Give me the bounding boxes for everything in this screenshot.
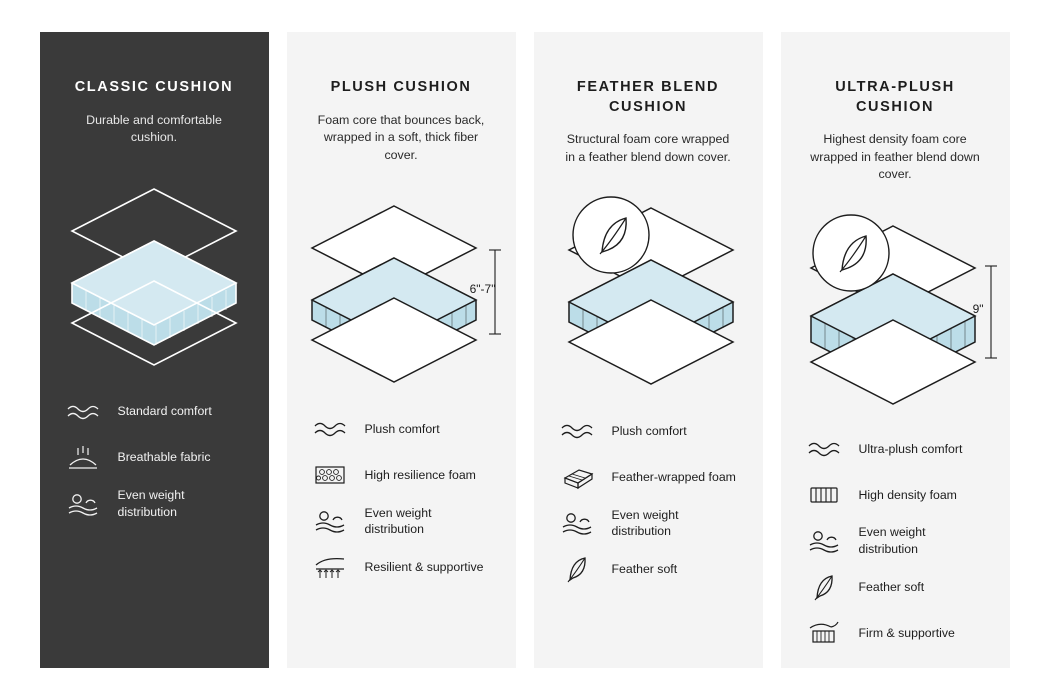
- cushion-layers-illustration: [309, 188, 494, 398]
- card-title: CLASSIC CUSHION: [74, 79, 234, 95]
- feature-label: Feather soft: [611, 562, 678, 577]
- feature-item: [309, 550, 494, 584]
- dimension-label: 6"-7": [469, 282, 496, 297]
- feature-item: [803, 524, 988, 558]
- resilient-supportive-icon: [309, 552, 351, 582]
- card-description: Highest density foam core wrapped in feather blend down cover.: [810, 132, 980, 182]
- feature-item: [803, 570, 988, 604]
- feature-item: [803, 478, 988, 512]
- wave-comfort-icon: [62, 397, 104, 427]
- card-description: Structural foam core wrapped in a feather blend down cover.: [565, 132, 731, 164]
- feature-label: Breathable fabric: [117, 450, 211, 465]
- feature-item: [62, 395, 247, 429]
- even-weight-distribution-icon: [62, 489, 104, 519]
- product-card-plush-cushion: [287, 32, 516, 668]
- feature-label: Plush comfort: [611, 424, 687, 439]
- feature-label: Feather-wrapped foam: [611, 470, 736, 485]
- breathable-fabric-icon: [62, 443, 104, 473]
- feature-list: [556, 414, 741, 586]
- card-description: Foam core that bounces back, wrapped in a soft, thick fiber cover.: [317, 112, 485, 162]
- feather-soft-icon: [803, 572, 845, 602]
- feature-item: [556, 506, 741, 540]
- feature-item: [803, 616, 988, 650]
- feature-label: Feather soft: [858, 579, 925, 594]
- wave-comfort-icon: [803, 434, 845, 464]
- feature-label: High density foam: [858, 487, 957, 502]
- card-title: PLUSH CUSHION: [330, 79, 472, 95]
- product-card-classic-cushion: [40, 32, 269, 668]
- card-title: FEATHER BLEND CUSHION: [576, 79, 720, 115]
- feather-soft-icon: [556, 554, 598, 584]
- feature-item: [556, 552, 741, 586]
- card-title: ULTRA-PLUSH CUSHION: [835, 79, 955, 115]
- product-card-feather-blend-cushion: [534, 32, 763, 668]
- cushion-layers-illustration: [803, 208, 988, 418]
- cushion-layers-illustration: [556, 190, 741, 400]
- high-resilience-foam-icon: [309, 460, 351, 490]
- feature-item: [309, 504, 494, 538]
- exploded-layers-diagram: [556, 190, 756, 390]
- feature-label: Ultra-plush comfort: [858, 441, 963, 456]
- exploded-layers-diagram: [64, 171, 244, 371]
- feature-label: Plush comfort: [364, 422, 440, 437]
- feature-label: High resilience foam: [364, 468, 476, 483]
- even-weight-distribution-icon: [556, 508, 598, 538]
- feature-label: Even weight distribution: [858, 525, 926, 556]
- feature-item: [62, 441, 247, 475]
- feature-label: Even weight distribution: [611, 507, 679, 539]
- product-card-ultra-plush-cushion: [781, 32, 1010, 668]
- feature-item: [309, 458, 494, 492]
- dimension-label: 9": [972, 301, 984, 316]
- feature-list: [309, 412, 494, 584]
- cushion-layers-illustration: [62, 171, 247, 381]
- feature-label: Firm & supportive: [858, 625, 955, 640]
- feature-label: Even weight distribution: [364, 505, 432, 537]
- feature-item: [803, 432, 988, 466]
- feature-item: [556, 460, 741, 494]
- wave-comfort-icon: [556, 416, 598, 446]
- card-description: Durable and comfortable cushion.: [86, 112, 222, 145]
- feature-label: Resilient & supportive: [364, 560, 484, 575]
- feature-item: [62, 487, 247, 521]
- high-density-foam-icon: [803, 480, 845, 510]
- feature-list: [803, 432, 988, 650]
- firm-supportive-icon: [803, 618, 845, 648]
- feature-item: [556, 414, 741, 448]
- wave-comfort-icon: [309, 414, 351, 444]
- feature-label: Even weight distribution: [117, 488, 185, 519]
- feature-item: [309, 412, 494, 446]
- feature-list: [62, 395, 247, 521]
- feather-wrapped-foam-icon: [556, 462, 598, 492]
- even-weight-distribution-icon: [309, 506, 351, 536]
- even-weight-distribution-icon: [803, 526, 845, 556]
- feature-label: Standard comfort: [117, 404, 212, 419]
